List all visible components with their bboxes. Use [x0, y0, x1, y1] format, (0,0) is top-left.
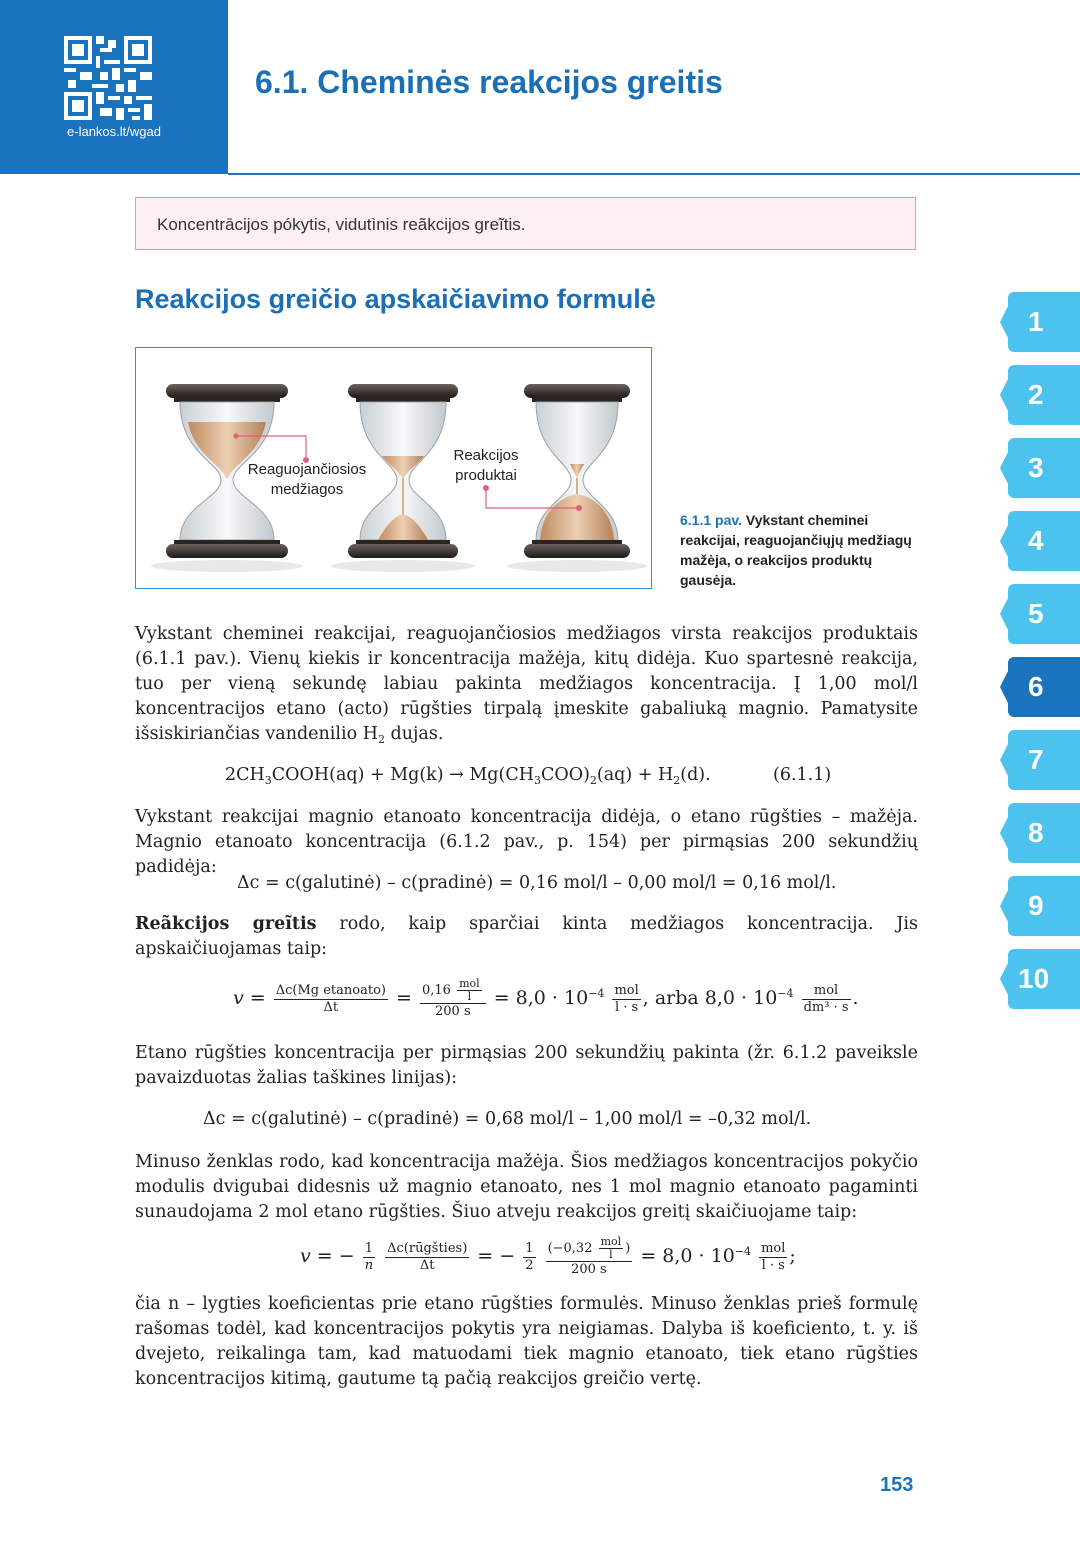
- chapter-tab-9[interactable]: 9: [1008, 876, 1080, 936]
- formula1-unit-num: mol: [459, 977, 480, 990]
- formula2-time: 200 s: [571, 1262, 607, 1277]
- formula2-lhs-num: Δc(rūgšties): [387, 1240, 468, 1256]
- formula1-val: 0,16: [421, 983, 451, 998]
- formula1-time: 200 s: [435, 1004, 471, 1019]
- label-reactants-line-2: medžiagos: [270, 481, 344, 498]
- delta-mg-etanoate: Δc = c(galutinė) – c(pradinė) = 0,16 mol/l – 0,00 mol/l = 0,16 mol/l.: [237, 873, 837, 893]
- formula1-value-num: [420, 978, 486, 1004]
- chapter-tab-4[interactable]: 4: [1008, 511, 1080, 571]
- formula1-lhs-fraction: [274, 983, 388, 1016]
- hourglass-illustration: [136, 348, 653, 590]
- formula2-half-den: 2: [525, 1257, 534, 1273]
- header-divider: [228, 173, 1080, 175]
- formula2-lhs-den: Δt: [419, 1257, 435, 1273]
- figure-box: [135, 347, 652, 589]
- formula1-exp: −4: [588, 987, 605, 1000]
- chapter-title: 6.1. Cheminės reakcijos greitis: [255, 64, 723, 100]
- keywords-box: Koncentrācijos pókytis, vidutìnis reãkcijos greĩtis.: [135, 197, 916, 250]
- label-reactants-line-1: Reaguojančiosios: [247, 461, 367, 478]
- formula2-runit-den: l · s: [761, 1257, 785, 1273]
- formula2-unit-num: mol: [600, 1235, 622, 1248]
- formula2-half: [523, 1241, 535, 1274]
- caption-text: Vykstant cheminei reakcijai, reaguojančiųjų medžiagų mažėja, o reakcijos produktų gausėja.: [680, 512, 912, 588]
- formula2-half-num: 1: [525, 1240, 534, 1256]
- equation-number: (6.1.1): [773, 765, 832, 785]
- formula1-aunit-num: mol: [802, 983, 851, 1000]
- delta-acid: Δc = c(galutinė) – c(pradinė) = 0,68 mol/l – 1,00 mol/l = –0,32 mol/l.: [203, 1109, 812, 1129]
- label-products: [446, 446, 526, 486]
- formula2-runit-num: mol: [761, 1240, 786, 1256]
- formula1-alt-unit: [802, 983, 851, 1016]
- chapter-tab-3[interactable]: 3: [1008, 438, 1080, 498]
- page-number: 153: [880, 1474, 914, 1496]
- formula2-coef-n: n: [364, 1257, 374, 1273]
- label-products-line-1: Reakcijos: [453, 447, 519, 464]
- formula1-unit: [457, 978, 482, 1003]
- reaction-equation: $2CH_3COOH(aq) + Mg(k) \to Mg(CH_3COO)_2(aq) + H_2(d)$.: [225, 765, 711, 787]
- formula1-result-unit: [612, 983, 640, 1016]
- paragraph-1-text: Vykstant cheminei reakcijai, reaguojančiosios medžiagos virsta reakcijos produktais (6.1.1 pav.). Vienų kiekis ir koncentracija mažėja, kitų didėja. Kuo spartesnė reakcija, tuo per vieną sekundę labiau pakinta medžiagos koncentracija. Į 1,00 mol/l koncentracijos etano (acto) rūgšties tirpalą įmeskite gabaliuką magnio. Pamatysite išsiskiriančias vandenilio H: [135, 624, 918, 744]
- rate-formula-1: v = $\frac{\text{Δc(Mg etanoato)}}{\Delta t}$ = 0,16 $\frac{\text{mol}}{l}$ 200 s = $8,0 \cdot 10^{-4}$ $\frac{\text{mol}}{l \cdot s}$ , arba $8,0 \cdot 10^{-4}$ $\frac{\text{mol}}{\text{dm³ · s}}$ .: [233, 977, 859, 1019]
- h2-subscript: 2: [377, 733, 385, 746]
- formula1-value-fraction: [420, 978, 486, 1020]
- caption-number: 6.1.1 pav.: [680, 512, 743, 528]
- section-title: Reakcijos greičio apskaičiavimo formulė: [135, 284, 656, 314]
- label-reactants: [242, 460, 372, 500]
- paragraph-3-text: rodo, kaip sparčiai kinta medžiagos koncentracija. Jis apskaičiuojamas taip:: [135, 914, 918, 959]
- paragraph-5: Minuso ženklas rodo, kad koncentracija mažėja. Šios medžiagos koncentracijos pokyčio modulis dvigubai didesnis už magnio etanoato, nes 1 mol magnio etanoato pagaminti sunaudojama 2 mol etano rūgšties. Šiuo atveju reakcijos greitį skaičiuojame taip:: [135, 1152, 918, 1222]
- chapter-tab-7[interactable]: 7: [1008, 730, 1080, 790]
- formula1-lhs-den: Δt: [323, 999, 339, 1015]
- formula1-runit-num: mol: [614, 982, 639, 998]
- rate-formula-2: v = − $\frac{1}{n}$ $\frac{\text{Δc(rūgšties)}}{\Delta t}$ = − $\frac{1}{2}$ (−0,32 $\frac{\text{mol}}{l}$ ) 200 s = $8,0 \cdot 10^{-4}$ $\frac{\text{mol}}{l \cdot s}$ ;: [300, 1235, 796, 1277]
- figure-caption: [680, 510, 920, 590]
- formula2-value-num: (−0,32 $\frac{\text{mol}}{l}$ ): [547, 1235, 631, 1261]
- formula2-result-unit: [759, 1241, 787, 1274]
- paragraph-1-end: dujas.: [384, 724, 444, 744]
- formula2-coef-den: [363, 1258, 375, 1274]
- formula1-unit-den: l: [467, 990, 472, 1003]
- formula1-exp-2: −4: [777, 987, 794, 1000]
- paragraph-1: [135, 622, 918, 747]
- paragraph-3: [135, 912, 918, 962]
- formula2-coef-num: 1: [363, 1241, 375, 1258]
- qr-block: [0, 0, 228, 174]
- qr-code-icon[interactable]: [64, 36, 152, 120]
- formula2-val: −0,32: [552, 1241, 593, 1256]
- term-reaction-rate: Reãkcijos greĩtis: [135, 914, 317, 934]
- chapter-tab-8[interactable]: 8: [1008, 803, 1080, 863]
- formula1-aunit-den: dm³ · s: [803, 999, 849, 1015]
- formula2-unit: [599, 1236, 624, 1261]
- chapter-tab-5[interactable]: 5: [1008, 584, 1080, 644]
- label-products-line-2: produktai: [455, 467, 517, 484]
- formula2-lhs: [385, 1241, 469, 1274]
- formula2-value: [546, 1236, 633, 1278]
- formula1-result: = 8,0 · 10: [493, 987, 589, 1009]
- formula2-coef: [363, 1241, 375, 1274]
- formula1-runit-den: l · s: [614, 999, 639, 1015]
- formula1-lhs-num: Δc(Mg etanoato): [275, 982, 386, 998]
- paragraph-2: Vykstant reakcijai magnio etanoato koncentracija didėja, o etano rūgšties – mažėja. Magnio etanoato koncentracija (6.1.2 pav., p. 154) per pirmąsias 200 sekundžių padidėja:: [135, 807, 918, 877]
- formula2-exp: −4: [734, 1245, 752, 1258]
- chapter-tab-6[interactable]: 6: [1008, 657, 1080, 717]
- formula2-result: = 8,0 · 10: [640, 1245, 735, 1267]
- chapter-tab-10[interactable]: 10: [1008, 949, 1080, 1009]
- qr-url-link[interactable]: e-lankos.lt/wgad: [67, 124, 161, 139]
- formula1-arba: , arba 8,0 · 10: [642, 987, 778, 1009]
- chapter-tab-2[interactable]: 2: [1008, 365, 1080, 425]
- hourglass-3: [507, 384, 647, 572]
- paragraph-6: čia n – lygties koeficientas prie etano rūgšties formulės. Minuso ženklas prieš formulę rašomas todėl, kad koncentracijos pokytis yra neigiamas. Dalyba iš koeficiento, t. y. iš dvejeto, reikalinga tam, kad matuodami tiek magnio etanoato, tiek etano rūgšties koncentracijos kitimą, gautume tą pačią reakcijos greičio vertę.: [135, 1294, 918, 1389]
- chapter-tab-1[interactable]: 1: [1008, 292, 1080, 352]
- formula2-unit-den: l: [609, 1248, 613, 1261]
- paragraph-4: Etano rūgšties koncentracija per pirmąsias 200 sekundžių pakinta (žr. 6.1.2 paveiksle pavaizduotas žalias taškines linijas):: [135, 1043, 918, 1088]
